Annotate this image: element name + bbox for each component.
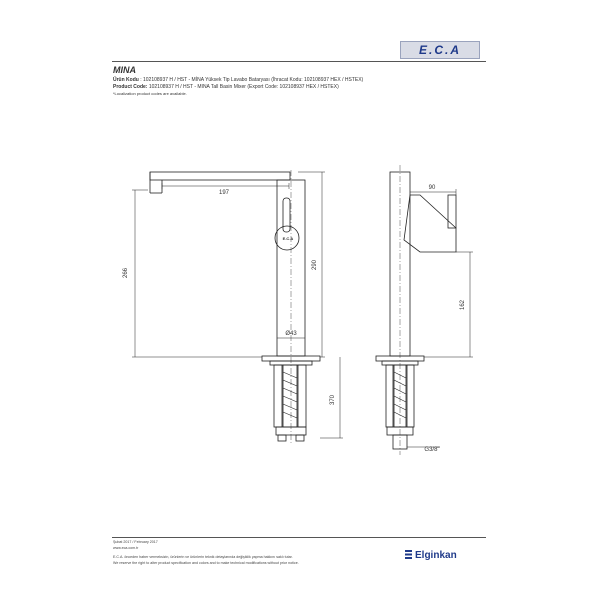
footer-website: www.eca.com.tr	[113, 546, 139, 550]
dim-side-depth: 90	[428, 185, 436, 191]
dim-side-height: 162	[460, 299, 466, 311]
handle-eca-logo: E.C.A	[282, 236, 294, 241]
product-code-tr-value: : 102108937 H / HST - MİNA Yüksek Tip Lavabo Bataryası (İhracat Kodu: 102108937 HEX / HSTEX)	[140, 77, 364, 83]
eca-logo: E.C.A	[400, 41, 480, 59]
dim-body-diameter: Ø43	[285, 331, 297, 337]
front-dimensions	[132, 172, 343, 438]
product-code-en-label: Product Code:	[113, 84, 148, 90]
elginkan-logo	[405, 550, 457, 561]
front-view	[150, 170, 320, 445]
elginkan-brand-text: Elginkan	[415, 550, 457, 561]
footer-date: Şubat 2017 / February 2017	[113, 540, 158, 544]
elginkan-mark-icon	[405, 550, 412, 559]
dim-shank-length: 370	[330, 394, 336, 406]
side-view	[376, 165, 456, 455]
dim-spout-reach: 197	[218, 190, 230, 196]
footer-note-en: We reserve the right to alter product specification and colors and to make technical modifications without prior notice.	[113, 561, 299, 565]
product-title: MINA	[113, 65, 136, 75]
product-code-tr-label: Ürün Kodu	[113, 77, 139, 83]
dim-height-total: 266	[123, 267, 129, 279]
product-code-en-value: 102108937 H / HST - MINA Tall Basin Mixer (Export Code: 102108937 HEX / HSTEX)	[148, 84, 339, 90]
footer-divider	[112, 537, 486, 538]
footer-note-tr: E.C.A. önceden haber vermeksizin, ürünlerin ve ürünlerin teknik detaylarında değişiklik yapma hakkını saklı tutar.	[113, 555, 293, 559]
dim-thread: G3/8"	[424, 447, 440, 453]
localization-note: *Localization product codes are available.	[113, 91, 187, 96]
side-dimensions	[407, 189, 473, 447]
dim-height-body: 290	[312, 259, 318, 271]
